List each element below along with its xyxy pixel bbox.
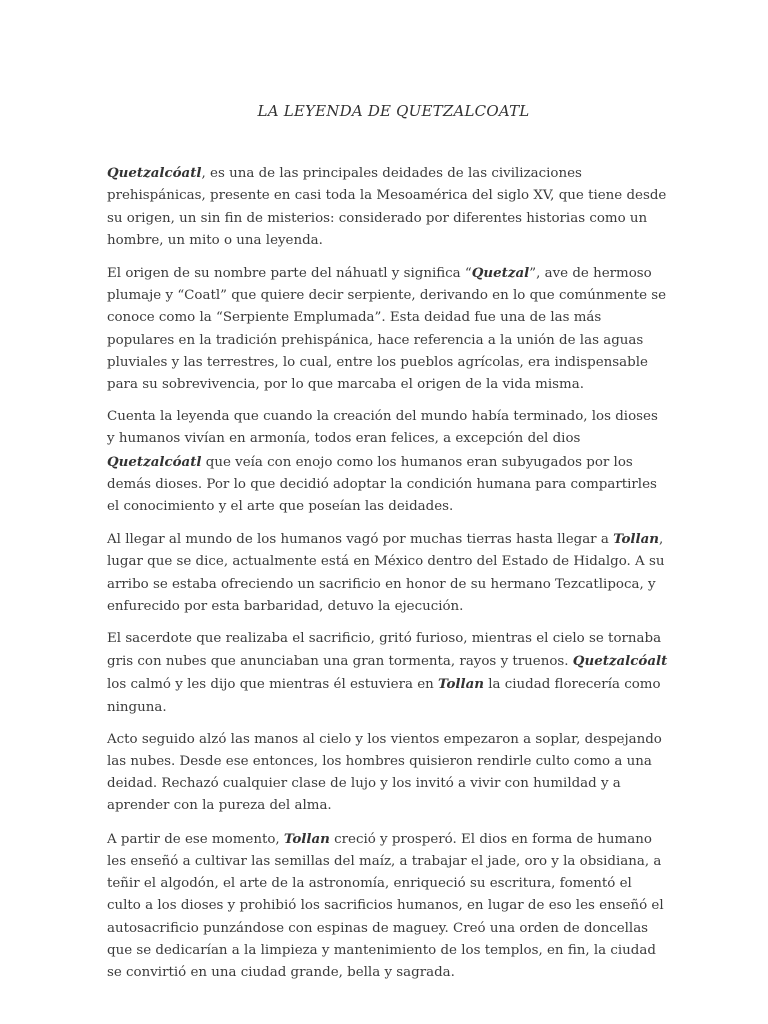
paragraph-3 — [107, 406, 668, 518]
paragraph-6 — [107, 729, 668, 818]
paragraph-1 — [107, 162, 668, 252]
paragraph-text: ”, ave de hermoso plumaje y “Coatl” que quiere decir serpiente, derivando en lo que comúnmente se conoce como la “Serpiente Emplumada”. Esta deidad fue una de las más populares en la tradición prehispánica, hace referencia a la unión de las aguas pluviales y las terrestres, lo cual, entre los pueblos agrícolas, era indispensable para su sobrevivencia, por lo que marcaba el origen de la vida misma. — [107, 266, 667, 393]
paragraph-text: , es una de las principales deidades de las civilizaciones prehispánicas, presente en casi toda la Mesoamérica del siglo XV, que tiene desde su origen, un sin fin de misterios: considerado por diferentes historias como un hombre, un mito o una leyenda. — [107, 166, 667, 248]
paragraph-text: que veía con enojo como los humanos eran subyugados por los demás dioses. Por lo que decidió adoptar la condición humana para compartirles el conocimiento y el arte que poseían las deidades. — [107, 454, 657, 515]
emphasized-term: Quetzal — [471, 265, 530, 282]
paragraph-text: Al llegar al mundo de los humanos vagó por muchas tierras hasta llegar a — [107, 532, 614, 548]
emphasized-term: Quetzalcóatl — [107, 453, 202, 470]
paragraph-2 — [107, 262, 668, 396]
emphasized-term: Tollan — [613, 531, 660, 548]
paragraph-text: los calmó y les dijo que mientras él estuviera en — [107, 677, 439, 693]
document-title: LA LEYENDA DE QUETZALCOATL — [257, 102, 530, 120]
paragraph-text: El sacerdote que realizaba el sacrificio, gritó furioso, mientras el cielo se tornaba gris con nubes que anunciaban una gran tormenta, rayos y truenos. — [107, 631, 662, 670]
paragraph-text: El origen de su nombre parte del náhuatl y significa “ — [107, 266, 472, 282]
paragraph-text: , lugar que se dice, actualmente está en México dentro del Estado de Hidalgo. A su arribo se estaba ofreciendo un sacrificio en honor de su hermano Tezcatlipoca, y enfurecido por esta barbaridad, detuvo la ejecución. — [107, 532, 665, 614]
paragraph-text: creció y prosperó. El dios en forma de humano les enseñó a cultivar las semillas del maíz, a trabajar el jade, oro y la obsidiana, a teñir el algodón, el arte de la astronomía, enriqueció su escritura, fomentó el culto a los dioses y prohibió los sacrificios humanos, en lugar de eso les enseñó el autosacrificio punzándose con espinas de maguey. Creó una orden de doncellas que se dedicarían a la limpieza y mantenimiento de los templos, en fin, la ciudad se convirtió en una ciudad grande, bella y sagrada. — [107, 831, 664, 980]
paragraph-7 — [107, 828, 668, 984]
paragraph-text: A partir de ese momento, — [107, 831, 284, 847]
paragraph-5 — [107, 628, 668, 719]
paragraph-text: Cuenta la leyenda que cuando la creación del mundo había terminado, los dioses y humanos vivían en armonía, todos eran felices, a excepción del dios — [107, 409, 658, 447]
paragraph-text: Acto seguido alzó las manos al cielo y los vientos empezaron a soplar, despejando las nubes. Desde ese entonces, los hombres quisieron rendirle culto como a una deidad. Rechazó cualquier clase de lujo y los invitó a vivir con humildad y a aprender con la pureza del alma. — [107, 731, 662, 814]
emphasized-term: Tollan — [283, 830, 330, 847]
emphasized-term: Tollan — [438, 676, 484, 693]
paragraph-4 — [107, 528, 668, 618]
document-body — [107, 162, 668, 984]
emphasized-term: Quetzalcóatl — [107, 165, 202, 182]
emphasized-term: Quetzalcóalt — [572, 653, 668, 670]
paragraph-text: la ciudad florecería como ninguna. — [107, 677, 661, 715]
